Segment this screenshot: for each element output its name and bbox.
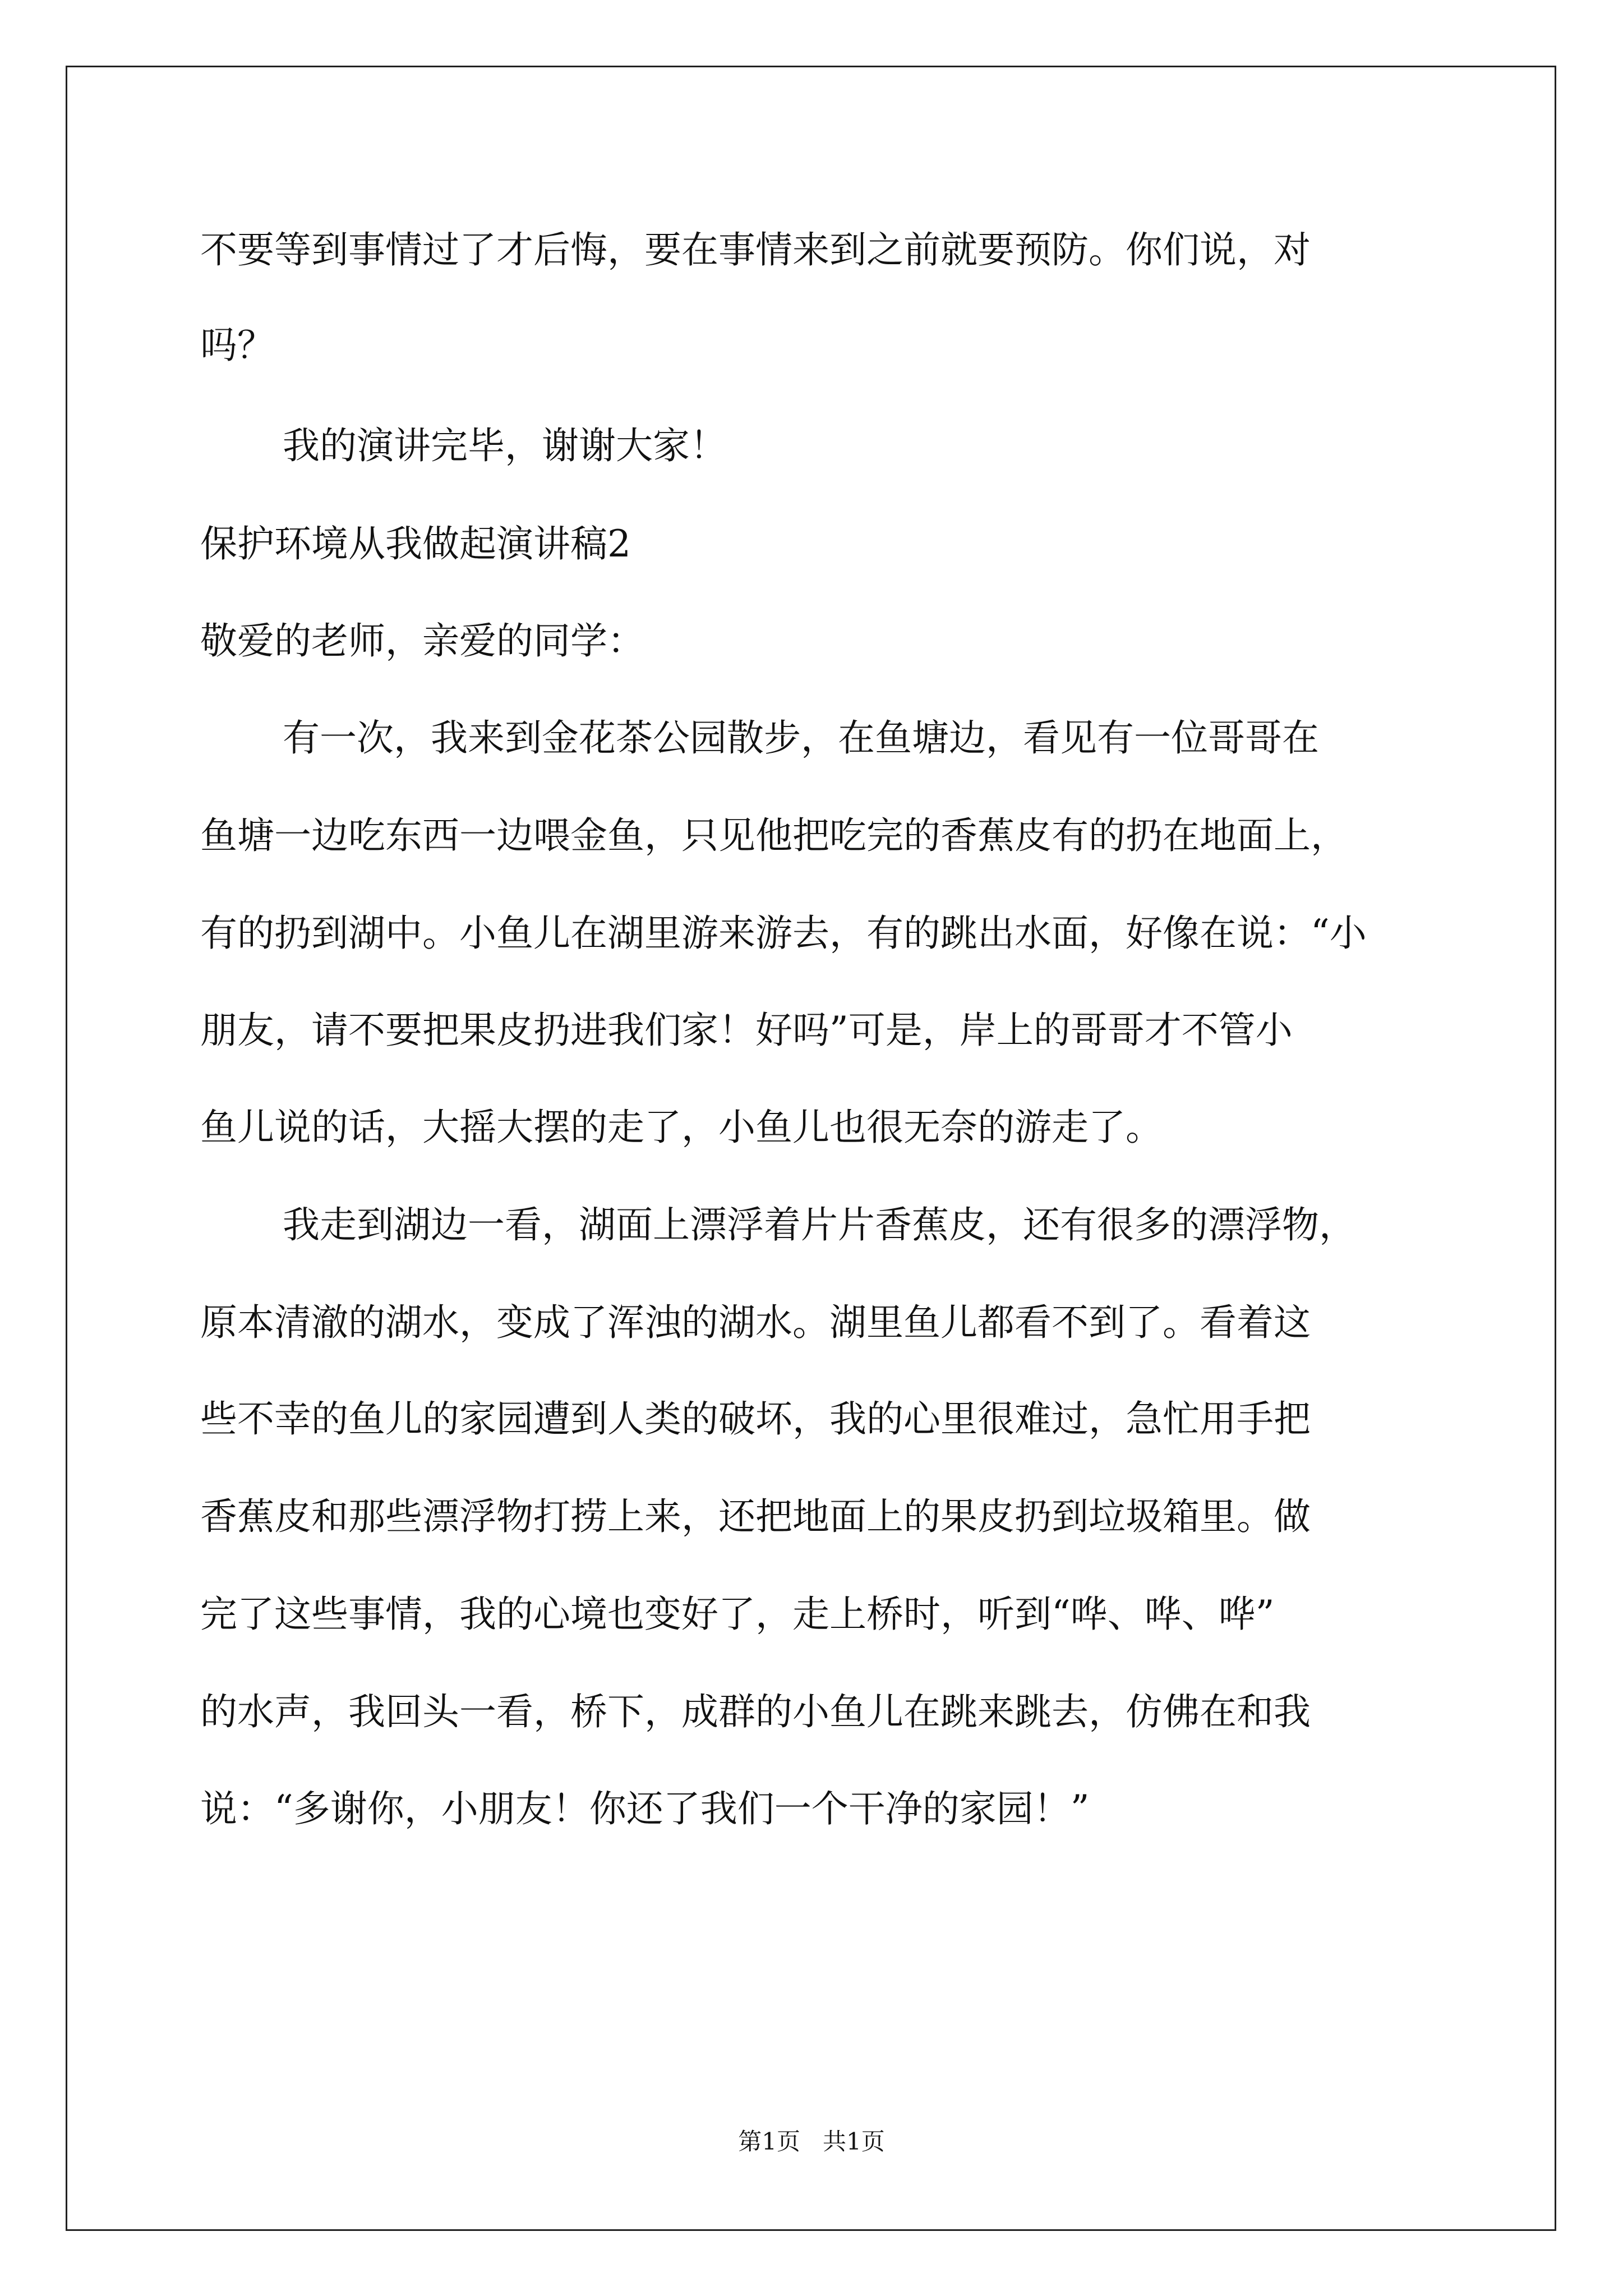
- paragraph-2-line-5: 完了这些事情，我的心境也变好了，走上桥时，听到“哗、哗、哗”: [200, 1593, 1275, 1636]
- paragraph-2-line-3: 些不幸的鱼儿的家园遭到人类的破坏，我的心里很难过，急忙用手把: [200, 1397, 1311, 1441]
- paragraph-1-line-4: 朋友，请不要把果皮扔进我们家！好吗”可是，岸上的哥哥才不管小: [200, 1009, 1293, 1052]
- paragraph-1-line-2: 鱼塘一边吃东西一边喂金鱼，只见他把吃完的香蕉皮有的扔在地面上，: [200, 814, 1348, 857]
- paragraph-2-line-2: 原本清澈的湖水，变成了浑浊的湖水。湖里鱼儿都看不到了。看着这: [200, 1301, 1311, 1344]
- paragraph-2-line-4: 香蕉皮和那些漂浮物打捞上来，还把地面上的果皮扔到垃圾箱里。做: [200, 1495, 1311, 1538]
- paragraph-1-line-5: 鱼儿说的话，大摇大摆的走了，小鱼儿也很无奈的游走了。: [200, 1106, 1163, 1149]
- closing-line: 我的演讲完毕，谢谢大家！: [283, 424, 727, 467]
- paragraph-2-line-6: 的水声，我回头一看，桥下，成群的小鱼儿在跳来跳去，仿佛在和我: [200, 1690, 1311, 1733]
- text-line-1: 不要等到事情过了才后悔，要在事情来到之前就要预防。你们说，对: [200, 228, 1311, 272]
- salutation: 敬爱的老师，亲爱的同学：: [200, 619, 644, 662]
- paragraph-2-line-7: 说：“多谢你，小朋友！你还了我们一个干净的家园！”: [200, 1787, 1090, 1830]
- paragraph-1-line-1: 有一次，我来到金花茶公园散步，在鱼塘边，看见有一位哥哥在: [283, 716, 1319, 760]
- page-footer: 第1页 共1页: [738, 2128, 885, 2155]
- speech-title: 保护环境从我做起演讲稿2: [200, 522, 631, 565]
- text-line-2: 吗？: [200, 324, 274, 367]
- paragraph-1-line-3: 有的扔到湖中。小鱼儿在湖里游来游去，有的跳出水面，好像在说：“小: [200, 912, 1367, 955]
- paragraph-2-line-1: 我走到湖边一看，湖面上漂浮着片片香蕉皮，还有很多的漂浮物，: [283, 1203, 1356, 1246]
